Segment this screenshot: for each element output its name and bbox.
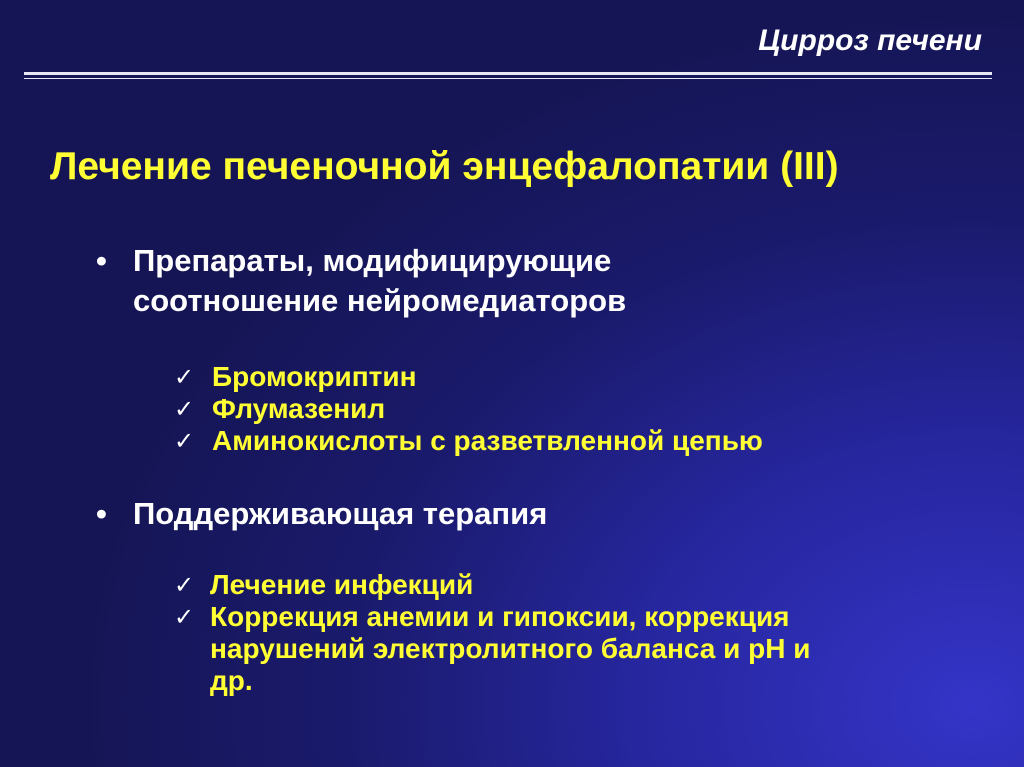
check-item-label: др. bbox=[210, 665, 253, 696]
check-list-item bbox=[174, 393, 763, 425]
check-icon: ✓ bbox=[174, 395, 195, 423]
supportive-check-list bbox=[174, 569, 810, 697]
check-list-item-continuation bbox=[174, 665, 810, 697]
drugs-check-list bbox=[174, 361, 763, 457]
bullet-item-supportive-therapy bbox=[96, 494, 547, 534]
check-icon: ✓ bbox=[174, 603, 195, 631]
bullet-marker: • bbox=[96, 496, 107, 531]
bullet-text-line: Препараты, модифицирующие bbox=[133, 243, 612, 278]
header-title: Цирроз печени bbox=[758, 24, 982, 57]
check-item-label: Флумазенил bbox=[212, 393, 386, 424]
bullet-item-drugs bbox=[96, 241, 626, 321]
check-item-label: нарушений электролитного баланса и рН и bbox=[210, 633, 811, 664]
check-item-label: Коррекция анемии и гипоксии, коррекция bbox=[210, 601, 790, 632]
check-list-item-continuation bbox=[174, 633, 810, 665]
slide-title: Лечение печеночной энцефалопатии (III) bbox=[50, 145, 839, 188]
check-list-item bbox=[174, 601, 810, 633]
bullet-text-line: соотношение нейромедиаторов bbox=[133, 283, 627, 318]
check-icon: ✓ bbox=[174, 363, 195, 391]
check-list-item bbox=[174, 569, 810, 601]
check-item-label: Бромокриптин bbox=[212, 361, 417, 392]
header-divider-top bbox=[24, 72, 992, 75]
check-list-item bbox=[174, 425, 763, 457]
bullet-text-line: Поддерживающая терапия bbox=[133, 496, 548, 531]
check-icon: ✓ bbox=[174, 571, 195, 599]
check-icon: ✓ bbox=[174, 427, 195, 455]
header-divider-bottom bbox=[24, 78, 992, 79]
bullet-marker: • bbox=[96, 243, 107, 278]
check-item-label: Аминокислоты с разветвленной цепью bbox=[212, 425, 763, 456]
check-list-item bbox=[174, 361, 763, 393]
check-item-label: Лечение инфекций bbox=[210, 569, 474, 600]
